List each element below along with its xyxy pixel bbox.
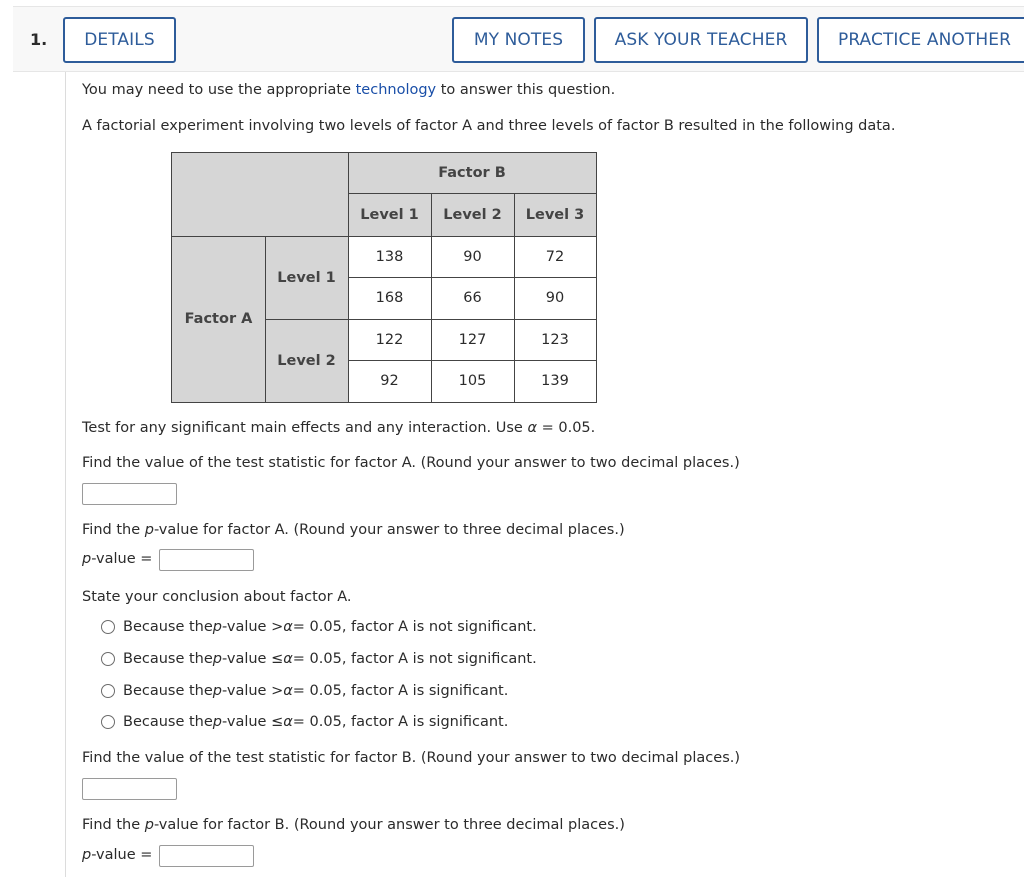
option-text: Because the — [123, 714, 213, 730]
conclusion-prompt: State your conclusion about factor A. — [82, 589, 352, 605]
alpha-value: = 0.05. — [537, 420, 596, 436]
conclusion-option-2[interactable] — [101, 651, 537, 667]
question-suffix: -value for factor B. (Round your answer to three decimal places.) — [153, 817, 625, 833]
table-grid-line — [431, 193, 432, 402]
table-grid-line — [514, 193, 515, 402]
table-cell: 123 — [541, 331, 569, 348]
alpha-symbol: α — [283, 619, 293, 635]
radio-button[interactable] — [101, 684, 115, 698]
option-text: -value > — [222, 683, 284, 699]
table-cell: 122 — [375, 331, 404, 348]
table-cell: 127 — [458, 331, 487, 348]
factorial-data-table — [171, 152, 597, 403]
table-cell: 168 — [375, 290, 404, 306]
factor-b-pvalue-input[interactable] — [159, 845, 254, 867]
technology-link[interactable]: technology — [355, 82, 437, 98]
p-symbol: p — [144, 522, 154, 538]
factor-a-level-2: Level 2 — [265, 319, 348, 402]
content-left-rule — [65, 72, 66, 877]
factor-b-level-1: Level 1 — [348, 193, 431, 236]
option-text: = 0.05, factor A is significant. — [292, 683, 509, 699]
pvalue-label-rest: -value = — [91, 847, 153, 863]
factor-a-pvalue-question — [82, 522, 625, 538]
p-symbol: p — [212, 651, 223, 667]
p-symbol: p — [212, 683, 223, 699]
factor-a-pvalue-input[interactable] — [159, 549, 254, 571]
ask-your-teacher-button[interactable]: ASK YOUR TEACHER — [594, 17, 808, 63]
table-cell: 90 — [463, 248, 482, 265]
table-cell: 105 — [458, 373, 487, 389]
problem-description: A factorial experiment involving two levels of factor A and three levels of factor B resulted in the following data. — [82, 118, 896, 134]
table-grid-line — [348, 360, 596, 361]
factor-b-level-3: Level 3 — [514, 193, 596, 236]
factor-b-statistic-input[interactable] — [82, 778, 177, 800]
factor-a-statistic-input[interactable] — [82, 483, 177, 505]
radio-button[interactable] — [101, 715, 115, 729]
option-text: Because the — [123, 651, 213, 667]
table-corner-cell — [172, 153, 348, 236]
option-text: = 0.05, factor A is significant. — [292, 714, 509, 730]
question-number: 1. — [30, 30, 48, 49]
conclusion-option-3[interactable] — [101, 683, 508, 699]
intro-prefix: You may need to use the appropriate — [82, 82, 356, 98]
table-cell: 72 — [545, 248, 565, 265]
details-button[interactable]: DETAILS — [63, 17, 176, 63]
my-notes-button[interactable]: MY NOTES — [452, 17, 585, 63]
table-cell: 138 — [375, 248, 404, 265]
table-grid-line — [348, 193, 596, 194]
pvalue-label-rest: -value = — [91, 551, 153, 567]
conclusion-option-1[interactable] — [101, 619, 537, 635]
p-symbol: p — [212, 619, 223, 635]
option-text: Because the — [123, 619, 213, 635]
alpha-symbol: α — [283, 714, 293, 730]
factor-a-statistic-question: Find the value of the test statistic for factor A. (Round your answer to two decimal places.) — [82, 455, 740, 471]
radio-button[interactable] — [101, 620, 115, 634]
factor-b-level-2: Level 2 — [431, 193, 514, 236]
factor-a-level-1: Level 1 — [265, 236, 348, 319]
table-grid-line — [265, 319, 596, 320]
radio-button[interactable] — [101, 652, 115, 666]
factor-b-pvalue-question — [82, 817, 625, 833]
factor-a-pvalue-label — [82, 551, 152, 567]
factor-b-statistic-question: Find the value of the test statistic for factor B. (Round your answer to two decimal places.) — [82, 750, 741, 766]
table-cell: 66 — [463, 290, 482, 306]
table-cell: 139 — [541, 373, 569, 389]
table-grid-line — [348, 277, 596, 278]
p-symbol: p — [82, 847, 92, 863]
option-text: = 0.05, factor A is not significant. — [292, 651, 537, 667]
table-cell: 92 — [380, 373, 399, 389]
question-prefix: Find the — [82, 817, 145, 833]
alpha-symbol: α — [283, 651, 293, 667]
option-text: -value > — [222, 619, 284, 635]
intro-text — [82, 82, 615, 98]
factor-b-pvalue-label — [82, 847, 152, 863]
option-text: = 0.05, factor A is not significant. — [292, 619, 537, 635]
option-text: Because the — [123, 683, 213, 699]
p-symbol: p — [144, 817, 154, 833]
alpha-symbol: α — [527, 420, 537, 436]
table-cell: 90 — [545, 290, 565, 306]
test-instruction-text: Test for any significant main effects and any interaction. Use — [82, 420, 528, 436]
option-text: -value ≤ — [222, 651, 284, 667]
factor-b-label: Factor B — [348, 153, 596, 193]
factor-a-label: Factor A — [172, 236, 265, 402]
question-suffix: -value for factor A. (Round your answer to three decimal places.) — [153, 522, 625, 538]
practice-another-button[interactable]: PRACTICE ANOTHER — [817, 17, 1024, 63]
table-grid-line — [172, 236, 596, 237]
test-instruction — [82, 420, 595, 436]
alpha-symbol: α — [283, 683, 293, 699]
option-text: -value ≤ — [222, 714, 284, 730]
question-prefix: Find the — [82, 522, 145, 538]
p-symbol: p — [212, 714, 223, 730]
intro-suffix: to answer this question. — [436, 82, 616, 98]
p-symbol: p — [82, 551, 92, 567]
conclusion-option-4[interactable] — [101, 714, 508, 730]
